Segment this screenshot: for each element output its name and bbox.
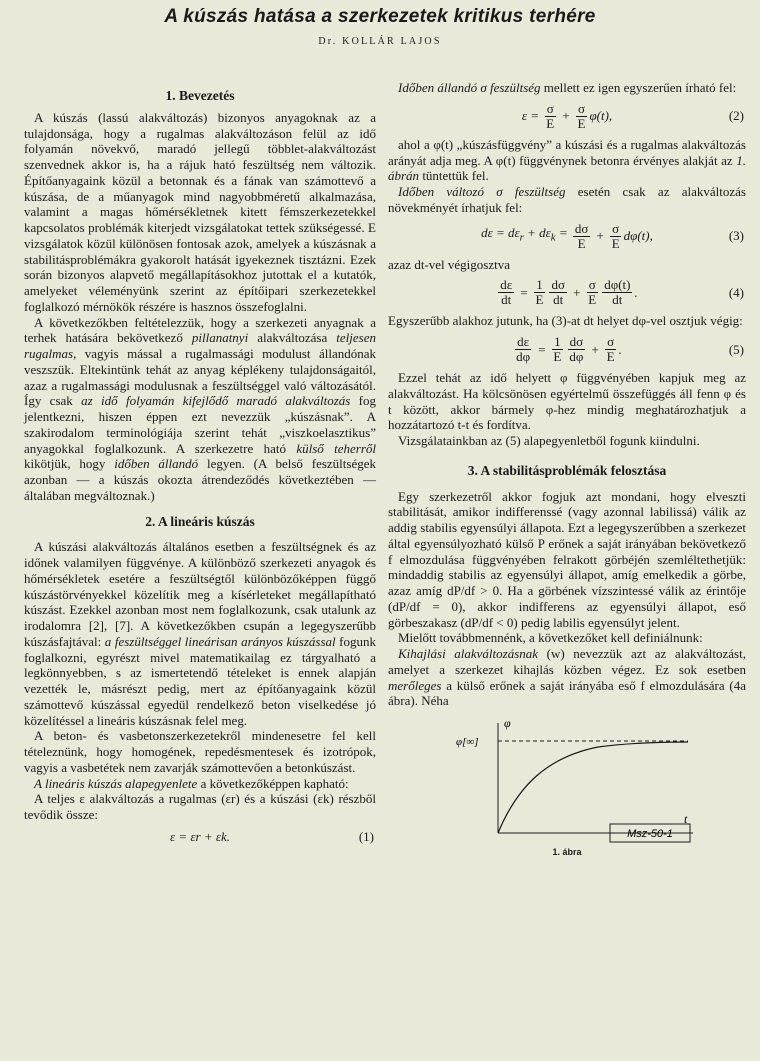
equation-1: ε = εr + εk. (1) [170, 828, 374, 844]
creep-function-graph [388, 715, 746, 845]
y-value-label: φ[∞] [456, 736, 479, 748]
paragraph: Mielőtt továbbmennénk, a következőket kell definiálnunk: [398, 630, 703, 646]
equation-5: $\frac{d\varepsilon}{d\varphi}$ = $\frac{1}{E}$ $\frac{d\sigma}{d\varphi}$ + $\frac{\sigma}{E}$ . (5) [516, 334, 744, 364]
article-title: A kúszás hatása a szerkezetek kritikus terhére [164, 6, 596, 27]
paragraph: Időben változó σ feszültség esetén csak az alakváltozás növekményét írhatjuk fel: [388, 184, 746, 215]
paragraph: A kúszási alakváltozás általános esetben a feszültségnek és az időnek valamilyen függvénye. A különböző szerkezeti anyagok és hőmérsékletek esetére a feszültségtől különbözőképpen függő kúszástörvényekkel közelítik meg a kísérleteket megállapítható kúszást. Ezekkel azonban most nem foglalkozunk, csak utalunk az irodalomra [2], [7]. A következőkben csupán a legegyszerűbb kúszásfajtával: a feszültséggel lineárisan arányos kúszással fogunk foglalkozni, egyrészt mivel matematikailag ez tárgyalható a legkönnyebben, s az ismertetendő tételeket is ennek alapján vezették le, másrészt pedig, mert az építőanyagaink közül számottevő kúszással egyedül rendelkező beton viselkedése jó közelítéssel a lineáris kúszásnak felel meg. [24, 539, 376, 728]
paragraph: Vizsgálatainkban az (5) alapegyenletből fogunk kiindulni. [398, 433, 700, 448]
equation-3: $d\varepsilon = d\varepsilon_r + d\varepsilon_k$ = $\frac{d\sigma}{E}$ + $\frac{\sigma}{E}$ dφ(t), (3) [481, 220, 744, 251]
paragraph: A lineáris kúszás alapegyenlete a következőképpen kapható: [34, 775, 349, 791]
author: Dr. KOLLÁR LAJOS [318, 36, 442, 47]
paragraph: Kihajlási alakváltozásnak (w) nevezzük azt az alakváltozást, amelyet a szerkezet kihajlás közben végez. Ez sok esetben merőleges a külső erőnek a saját irányába eső f elmozdulására (4a ábra). Néha [388, 646, 746, 709]
figure-caption: 1. ábra [552, 847, 582, 857]
section-heading-linear: 2. A lineáris kúszás [145, 513, 255, 529]
paragraph: ahol a φ(t) „kúszásfüggvény” a kúszási és a rugalmas alakváltozás arányát adja meg. A φ(t) függvénynek betonra érvényes alakját az 1. ábrán tüntettük fel. [388, 136, 746, 184]
paragraph: A következőkben feltételezzük, hogy a szerkezeti anyagnak a terhek hatására bekövetkező pillanatnyi alakváltozása teljesen rugalmas, vagyis mással a rugalmassági modulust állandónak veszszük. Eltekintünk tehát az anyag képlékeny tulajdonságaitól, azaz a rugalmassági modulusnak a feszültséggel való változásától. Így csak az idő folyamán kifejlődő maradó alakváltozás fog jelentkezni, hiszen éppen ezt nevezzük „kúszásnak”. A szakirodalom terminológiája szerint tehát „viszkoelasztikus” anyagokkal foglalkozunk. A szerkezetre ható külső teherről kikötjük, hogy időben állandó legyen. (A belső feszültségek azonban — a kúszás okozta átrendeződés következtében — általában megváltoznak.) [24, 314, 376, 503]
y-axis-label: φ [504, 716, 511, 730]
equation-4: $\frac{d\varepsilon}{dt}$ = $\frac{1}{E}$ $\frac{d\sigma}{dt}$ + $\frac{\sigma}{E}$ $\frac{d\varphi(t)}{dt}$ . (4) [500, 277, 744, 308]
paragraph: azaz dt-vel végigosztva [388, 256, 510, 272]
right-column [388, 80, 746, 855]
paragraph: Időben állandó σ feszültség mellett ez igen egyszerűen írható fel: [398, 80, 737, 95]
left-column [24, 82, 376, 851]
equation-2: ε = $\frac{\sigma}{E}$ + $\frac{\sigma}{E}$ φ(t), (2) [521, 100, 744, 131]
paragraph: A teljes ε alakváltozás a rugalmas (εr) és a kúszási (εk) részből tevődik össze: [24, 791, 376, 822]
paragraph: Egy szerkezetről akkor fogjuk azt mondani, hogy elveszti stabilitását, amikor indifferenssé (vagy azonnal labilissá) válik az addig stabilis egyensúlyi állapota. Ezt a legegyszerűbben a szerkezet által egyensúlyozható külső P erőnek a saját irányában bekövetkező f elmozdulása függvényében felrakott görbéjén szemléltethetjük: mindaddig stabilis az egyensúlyi állapot, amíg emelkedik a görbe, azaz amíg dP/df > 0. Ha a görbének vízszintessé válik az érintője (dP/df = 0), akkor indifferens az egyensúlyi állapot, eső görbeszakasz (dP/df < 0) pedig labilis egyensúlyt jelent. [388, 488, 746, 630]
paragraph: A beton- és vasbetonszerkezetekről mindenesetre fel kell tételeznünk, hogy homogének, repedésmentesek és izotrópok, vagyis a vasbetétek nem zavarják számottevően a betonkúszást. [24, 728, 376, 775]
paragraph: Egyszerűbb alakhoz jutunk, ha (3)-at dt helyet dφ-vel osztjuk végig: [388, 313, 743, 329]
paragraph: Ezzel tehát az idő helyett φ függvényében kapjuk meg az alakváltozást. Ha kölcsönösen egyértelmű összefüggés áll fenn φ és t között, akkor bármely φ-hez mindig meghatározhatjuk a hozzátartozó t-t és fordítva. [388, 370, 746, 433]
stamp-text: Msz-50-1 [627, 828, 673, 840]
section-heading-stability: 3. A stabilitásproblémák felosztása [467, 462, 667, 478]
section-heading-intro: 1. Bevezetés [165, 88, 235, 103]
x-axis-label: t [684, 812, 688, 826]
creep-curve [498, 742, 688, 833]
paragraph: A kúszás (lassú alakváltozás) bizonyos anyagoknak az a tulajdonsága, hogy a rugalmas alakváltozáson felül az idő folyamán növekvő, maradó jellegű többlet-alakváltozást szenvednek akkor is, ha a rájuk ható feszültség nem változik. Építőanyagaink közül a betonnak és a fának van számottevő a kúszása, de a műanyagok mind nagyobbméretű alkalmazása, valamint a magas hőmérsékletnek kitett fémszerkezetekkel kapcsolatos problémák kiterjedt vizsgálatokat tettek szükségessé. E vizsgálatok közül különösen fontosak azok, amelyek a kúszásnak a stabilitásproblémákra gyakorolt hatását igyekeznek tisztázni. Ezek során bizonyos alapvető megállapításokhoz jutottak el a kutatók, amelyeket véleményünk szerint az építőipari szerkezetekkel foglalkozó mérnökök részére is hasznos összefoglalni. [24, 109, 376, 314]
figure-1 [388, 715, 746, 855]
